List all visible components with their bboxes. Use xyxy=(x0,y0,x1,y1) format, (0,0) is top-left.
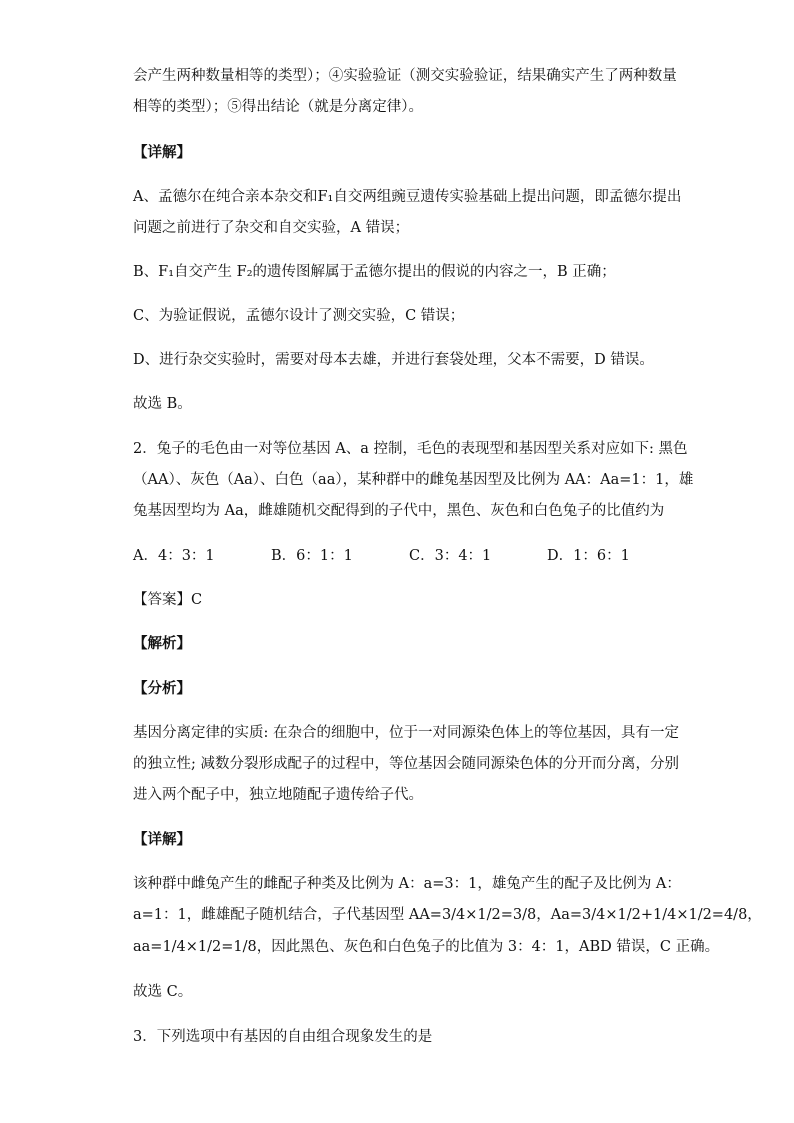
q2-fenxi-heading: 【分析】 xyxy=(133,680,191,697)
q2-stem-line-1: 2．兔子的毛色由一对等位基因 A、a 控制，毛色的表现型和基因型关系对应如下: 黑色 xyxy=(133,441,688,457)
q2-detail-line-1: 该种群中雌兔产生的雌配子种类及比例为 A：a=3：1，雄兔产生的配子及比例为 A： xyxy=(133,876,681,892)
q2-option-b: B．6：1：1 xyxy=(271,548,353,564)
q1-detail-heading: 【详解】 xyxy=(133,144,191,161)
q2-detail-line-2: a=1：1，雌雄配子随机结合，子代基因型 AA=3/4×1/2=3/8，Aa=3/4×1/2+1/4×1/2=4/8， xyxy=(133,907,762,923)
q1-detail-b-line: B、F₁自交产生 F₂的遗传图解属于孟德尔提出的假说的内容之一，B 正确； xyxy=(133,264,616,280)
q1-detail-a-line-2: 问题之前进行了杂交和自交实验，A 错误； xyxy=(133,220,410,236)
q1-detail-c-line: C、为验证假说，孟德尔设计了测交实验，C 错误； xyxy=(133,308,465,324)
q2-stem-line-2: （AA）、灰色（Aa）、白色（aa），某种群中的雌兔基因型及比例为 AA：Aa=1：1，雄 xyxy=(133,472,694,488)
q2-analysis-heading: 【解析】 xyxy=(133,635,191,652)
q1-detail-a-line-1: A、孟德尔在纯合亲本杂交和F₁自交两组豌豆遗传实验基础上提出问题，即孟德尔提出 xyxy=(133,189,682,205)
q2-option-d: D．1：6：1 xyxy=(547,548,630,564)
q3-stem: 3．下列选项中有基因的自由组合现象发生的是 xyxy=(133,1029,433,1045)
q2-option-a: A．4：3：1 xyxy=(133,548,215,564)
q1-detail-d-line: D、进行杂交实验时，需要对母本去雄，并进行套袋处理，父本不需要，D 错误。 xyxy=(133,352,654,368)
q2-detail-line-3: aa=1/4×1/2=1/8，因此黑色、灰色和白色兔子的比值为 3：4：1，ABD 错误，C 正确。 xyxy=(133,939,720,955)
q2-fenxi-line-1: 基因分离定律的实质: 在杂合的细胞中，位于一对同源染色体上的等位基因，具有一定 xyxy=(133,725,679,741)
q2-option-c: C．3：4：1 xyxy=(409,548,492,564)
prev-analysis-line-1: 会产生两种数量相等的类型）；④实验验证（测交实验验证，结果确实产生了两种数量 xyxy=(133,68,677,84)
q2-stem-line-3: 兔基因型均为 Aa，雌雄随机交配得到的子代中，黑色、灰色和白色兔子的比值约为 xyxy=(133,503,665,519)
q2-fenxi-line-3: 进入两个配子中，独立地随配子遗传给子代。 xyxy=(133,787,423,803)
q2-conclusion: 故选 C。 xyxy=(133,984,193,1000)
prev-analysis-line-2: 相等的类型）；⑤得出结论（就是分离定律）。 xyxy=(133,99,423,115)
q2-detail-heading: 【详解】 xyxy=(133,831,191,848)
q2-fenxi-line-2: 的独立性; 减数分裂形成配子的过程中，等位基因会随同源染色体的分开而分离，分别 xyxy=(133,756,679,772)
q2-answer: 【答案】C xyxy=(133,592,203,608)
q1-conclusion: 故选 B。 xyxy=(133,396,192,412)
